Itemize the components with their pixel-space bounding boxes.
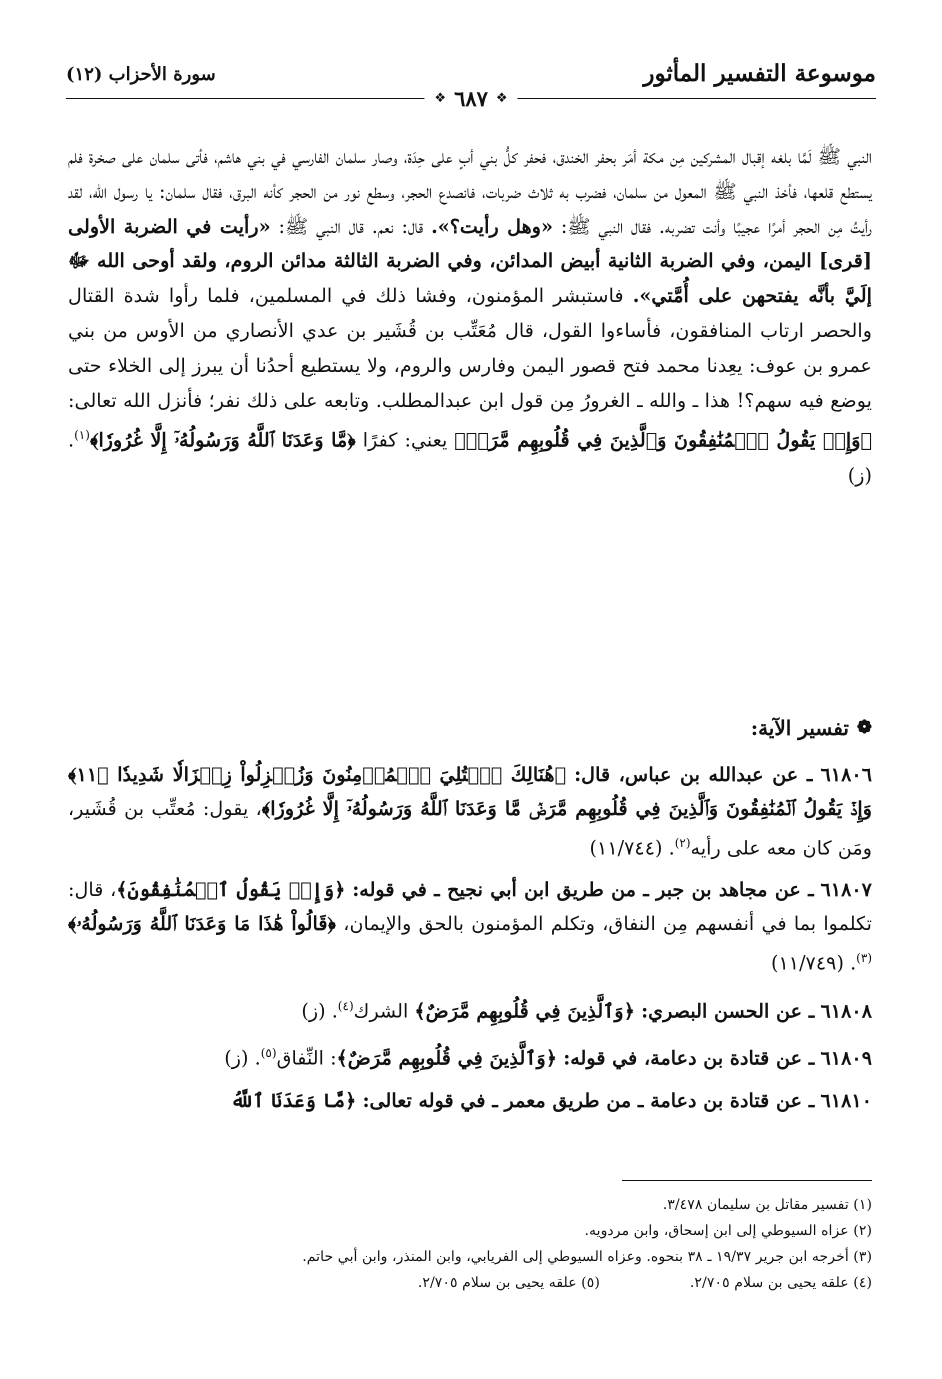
narrator: ـ عن مجاهد بن جبر ـ من طريق ابن أبي نجيح ـ في قوله:	[352, 878, 814, 902]
source-ref: . (ز)	[224, 1046, 261, 1070]
quran-ayah: ﴿هُنَالِكَ ٱبۡتُلِيَ ٱلۡمُؤۡمِنُونَ وَزُلۡزِلُواْ زِلۡزَالٗا شَدِيدٗا ﴿١١﴾ وَإِذۡ يَقُولُ ٱلۡمُنَٰفِقُونَ وَٱلَّذِينَ فِي قُلُوبِهِم مَّرَضٞ مَّا وَعَدَنَا ٱللَّهُ وَرَسُولُهُۥٓ إِلَّا غُرُورٗا﴾	[68, 763, 872, 820]
narrator: ـ عن قتادة بن دعامة، في قوله:	[563, 1046, 815, 1070]
intro-rest: فاستبشر المؤمنون، وفشا ذلك في المسلمين، فلما رأوا شدة القتال والحصر ارتاب المنافقون، فأساءوا القول، قال مُعَتِّب بن قُشَير بن عدي الأنصاري من الأوس من بني عمرو بن عوف: يعِدنا محمد فتح قصور اليمن وفارس والروم، ولا يستطيع أحدُنا أن يبرز إلى الخلاء حتى يوضع فيه سهم؟! هذا ـ والله ـ الغرورُ مِن قول ابن عبدالمطلب. وتابعه على ذلك نفر؛ فأنزل الله تعالى:	[68, 284, 872, 412]
page-header	[66, 58, 876, 111]
footnote-row	[68, 1270, 872, 1296]
footnote-5: (٥) علقه يحيى بن سلام ٢/٧٠٥.	[417, 1275, 600, 1291]
intro-text	[68, 140, 872, 493]
ornament-icon: ❖	[495, 91, 508, 106]
quran-ayah: ﴿وَإِذۡ يَقُولُ ٱلۡمُنَٰفِقُونَ﴾	[116, 878, 346, 902]
page-number: ٦٨٧	[454, 86, 488, 111]
narration-number: ٦١٨١٠	[820, 1088, 872, 1112]
flower-icon: ❁	[856, 717, 872, 738]
prophet-speech: «رأيت في الضربة الأولى [قرى] اليمن، وفي الضربة الثانية أبيض المدائن، وفي الضربة الثالثة مدائن الروم، ولقد أوحى الله ﷻ إلَيَّ بأنَّه يفتحهن على أُمَّتي».	[68, 214, 872, 308]
footnote-2: (٢) عزاه السيوطي إلى ابن إسحاق، وابن مردويه.	[584, 1223, 872, 1239]
source-ref: . (١١/٧٤٤)	[589, 836, 675, 860]
narration-item	[68, 989, 872, 1028]
footnote-ref[interactable]: (٣)	[856, 951, 872, 966]
quran-ayah: ﴿مَّا وَعَدَنَا ٱللَّهُ	[230, 1088, 357, 1112]
footnote-3: (٣) أخرجه ابن جرير ١٩/٣٧ ـ ٣٨ بنحوه. وعزاه السيوطي إلى الفريابي، وابن المنذر، وابن أبي حاتم.	[302, 1249, 872, 1265]
footnotes	[68, 1192, 872, 1296]
narrator: ـ عن الحسن البصري:	[641, 999, 815, 1023]
intro-paragraph	[68, 140, 872, 493]
narration-number: ٦١٨٠٧	[820, 878, 872, 902]
quote-wahal: «وهل رأيت؟».	[431, 214, 554, 238]
naam-text: نعم. قال النبي ﷺ:	[278, 214, 394, 238]
section-heading	[751, 716, 872, 740]
source-ref: . (١١/٧٤٩)	[770, 951, 857, 975]
intro-tail: . (ز)	[68, 428, 872, 487]
source-ref: . (ز)	[301, 999, 338, 1023]
narrator: ـ عن قتادة بن دعامة ـ من طريق معمر ـ في قوله تعالى:	[362, 1088, 815, 1112]
intro-line-4: فانصدع الحجر، وسطع نور من الحجر كأنه البرق، فقال سلمان: يا رسول الله، لقد	[68, 179, 476, 203]
narrations-list	[68, 758, 872, 1126]
footnote-ref[interactable]: (١)	[74, 428, 90, 443]
footnote-ref[interactable]: (٤)	[337, 998, 354, 1013]
yani-text: يعني: كفرًا	[362, 428, 448, 452]
intro-line-3: يستطع قلعها، فأخذ النبي ﷺ المعول من سلمان، فضرب به ثلاث ضربات،	[482, 179, 872, 203]
intro-line-2: على حِدَة، وصار سلمان الفارسي في بني هاشم، فأتى سلمان على صخرة فلم	[68, 145, 453, 168]
narration-number: ٦١٨٠٨	[820, 999, 872, 1023]
section-title-text: تفسير الآية:	[750, 716, 849, 740]
footnote-ref[interactable]: (٢)	[674, 836, 691, 850]
narration-number: ٦١٨٠٩	[820, 1046, 872, 1070]
quran-ayah: ﴿وَإِذۡ يَقُولُ ٱلۡمُنَٰفِقُونَ وَٱلَّذِينَ فِي قُلُوبِهِم مَّرَضٞ﴾	[454, 428, 872, 452]
narration-item	[68, 1036, 872, 1075]
book-title: موسوعة التفسير المأثور	[643, 60, 876, 87]
narration-item	[68, 758, 872, 865]
quran-ayah: ﴿وَٱلَّذِينَ فِي قُلُوبِهِم مَّرَضٌ﴾	[414, 999, 635, 1023]
footnote-rule	[622, 1180, 872, 1181]
ornament-icon: ❖	[434, 91, 447, 106]
narration-text: ، يقول: مُعتِّب بن قُشَير، ومَن كان معه على رأيه	[68, 797, 872, 860]
narrator: ـ عن عبدالله بن عباس، قال:	[574, 763, 813, 786]
footnote-1: (١) تفسير مقاتل بن سليمان ٣/٤٧٨.	[662, 1197, 872, 1213]
quran-ayah: ﴿وَٱلَّذِينَ فِي قُلُوبِهِم مَّرَضٌ﴾	[336, 1046, 558, 1070]
quran-ayah: ﴿قَالُواْ هَٰذَا مَا وَعَدَنَا ٱللَّهُ وَرَسُولُهُۥ﴾	[68, 912, 337, 936]
surah-label: سورة الأحزاب (١٢)	[66, 64, 216, 85]
qala-text: قال:	[401, 214, 424, 238]
narration-text: ، قال: تكلموا بما في أنفسهم مِن النفاق، وتكلم المؤمنون بالحق والإيمان،	[68, 878, 872, 936]
narration-item	[68, 1084, 872, 1118]
intro-line-1: النبي ﷺ لَمَّا بلغه إقبال المشركين مِن مكة أمَر بحفر الخندق، فحفر كلُّ بني أبٍ	[458, 145, 872, 168]
intro-line-5: رأيتُ مِن الحجر أمرًا عجيبًا وأنت تضربه. فقال النبي ﷺ:	[560, 214, 872, 238]
narration-text: الشرك	[353, 999, 415, 1023]
narration-text: : النِّفاق	[276, 1046, 337, 1070]
quran-ayah: ﴿مَّا وَعَدَنَا ٱللَّهُ وَرَسُولُهُۥٓ إِلَّا غُرُورٗا﴾	[89, 428, 356, 452]
footnote-ref[interactable]: (٥)	[260, 1046, 277, 1061]
page-number-box	[424, 86, 517, 111]
narration-item	[68, 873, 872, 980]
footnote-4: (٤) علقه يحيى بن سلام ٢/٧٠٥.	[689, 1275, 872, 1291]
narration-number: ٦١٨٠٦	[820, 763, 872, 786]
